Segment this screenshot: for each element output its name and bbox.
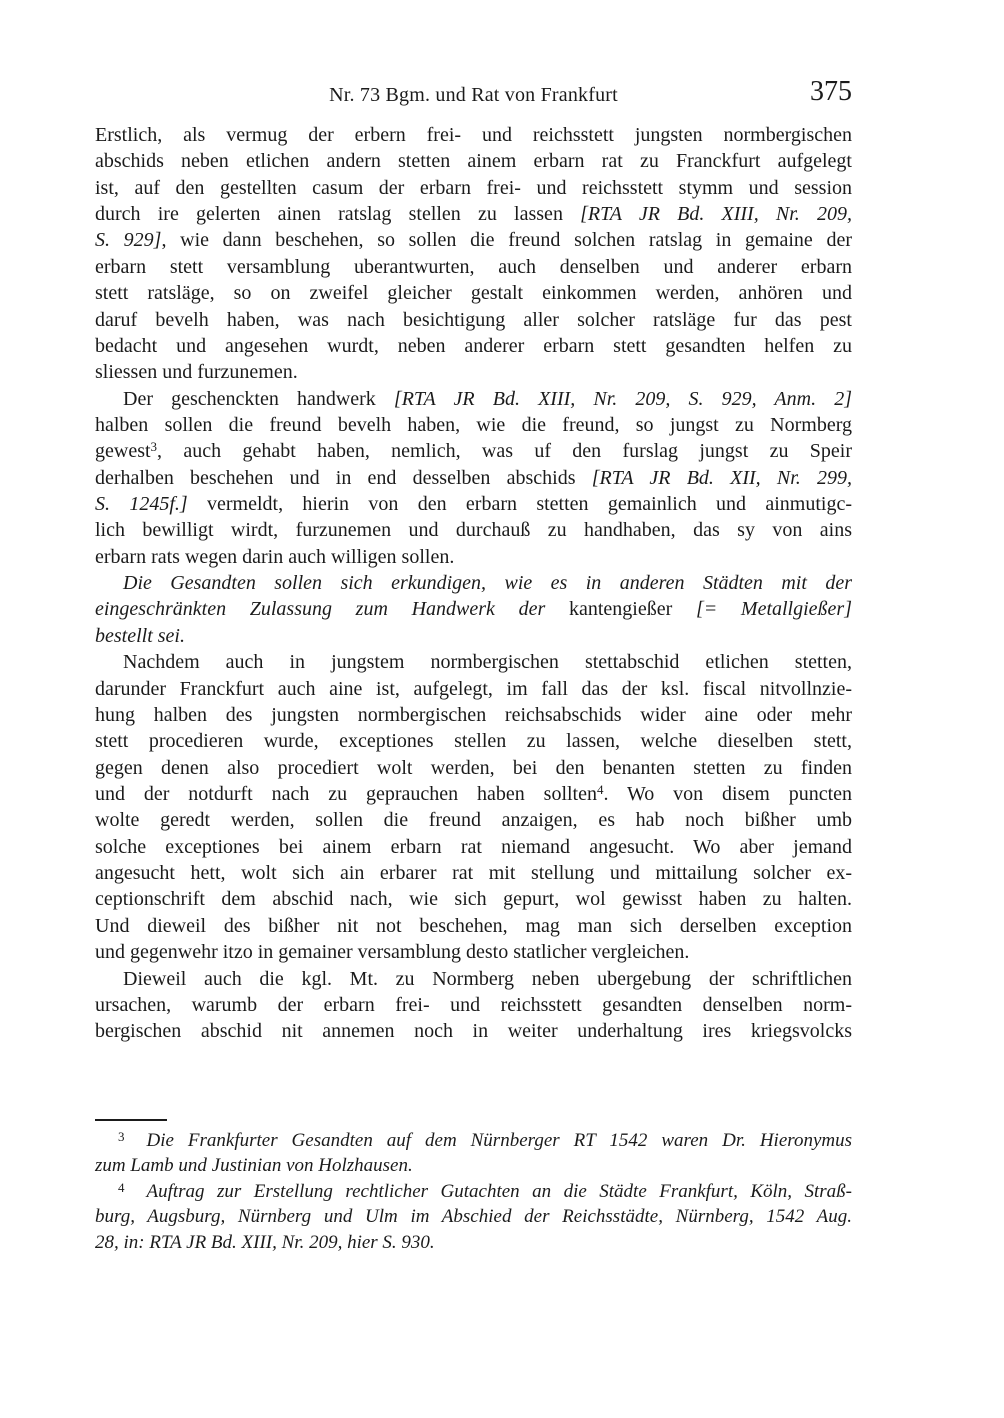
text-line [95,1230,852,1255]
paragraph [95,386,852,571]
text-line [95,1179,852,1204]
text-segment: bergischen abschid nit annemen noch in weiter underhaltung ires kriegsvolcks [95,1020,852,1043]
footnote-separator [95,1119,167,1121]
text-segment: halben sollen die freund bevelh haben, wie die freund, so jungst zu Normberg [95,413,852,436]
text-segment: gegen denen also procediert wolt werden, bei den benanten stetten zu finden [95,756,852,779]
text-line [95,491,852,517]
text-line [95,807,852,833]
text-line [95,122,852,148]
text-segment: Auftrag zur Erstellung rechtlicher Gutachten an die Städte Frankfurt, Köln, Straß- [146,1180,852,1202]
footnote-reference-number: 4 [597,781,604,797]
text-line [95,570,852,596]
text-segment: derhalben beschehen und in end desselben abschids [95,466,592,489]
text-line [95,939,852,965]
text-line [95,834,852,860]
text-line [95,333,852,359]
page-header [95,76,852,112]
text-line [95,781,852,807]
text-line [95,913,852,939]
footnote-4 [95,1179,852,1255]
text-line [95,201,852,227]
text-segment: abschids neben etlichen andern stetten ainem erbarn rat zu Franckfurt aufgelegt [95,150,852,173]
text-segment: lich bewilligt wirdt, furzunemen und durchauß zu handhaben, das sy von ains [95,519,852,542]
text-segment: [RTA JR Bd. XIII, Nr. 209, S. 929, Anm. 2] [393,387,852,410]
text-segment: vermeldt, hierin von den erbarn stetten gemainlich und ainmutigc- [187,493,853,516]
text-segment: darunder Franckfurt auch aine ist, aufgelegt, im fall das der ksl. fiscal nitvollnzie- [95,677,852,700]
text-line [95,254,852,280]
footnotes-section [95,1119,852,1255]
text-line [95,227,852,253]
text-segment: stett ratsläge, so on zweifel gleicher gestalt einkommen werden, anhören und [95,282,852,305]
text-line [95,412,852,438]
footnote-3 [95,1128,852,1179]
text-segment: , auch gehabt haben, nemlich, was uf den furslag jungst zu Speir [157,440,852,463]
footnote-reference-number: 3 [150,439,158,455]
text-segment: erbarn rats wegen darin auch willigen sollen. [95,545,455,568]
text-segment: Und dieweil des bißher nit not beschehen, mag man sich derselben exception [95,914,852,937]
text-segment: erbarn stett versamblung uberantwurten, auch denselben und anderer erbarn [95,255,852,278]
text-segment: gewest [95,440,151,463]
text-segment: ursachen, warumb der erbarn frei- und reichsstett gesandten denselben norm- [95,993,852,1016]
footnote-reference-number: 3 [118,1129,125,1144]
text-line [95,148,852,174]
text-line [95,1153,852,1178]
text-segment: stett procedieren wurde, exceptiones stellen zu lassen, welche dieselben stett, [95,730,852,753]
text-segment: wolte geredt werden, sollen die freund anzaigen, es hab noch bißher umb [95,809,852,832]
text-segment: S. 929] [95,229,162,252]
text-segment: bestellt sei. [95,624,185,647]
text-line [95,280,852,306]
text-line [95,649,852,675]
text-line [95,544,852,570]
text-line [95,728,852,754]
text-segment: zum Lamb und Justinian von Holzhausen. [95,1155,413,1177]
text-line [95,702,852,728]
text-segment: eingeschränkten Zulassung zum Handwerk der [95,598,569,621]
text-segment: ceptionschrift dem abschid nach, wie sich gepurt, wol gewisst haben zu halten. [95,888,852,911]
text-segment: [= Metallgießer] [695,598,852,621]
text-segment: S. 1245f.] [95,493,188,516]
text-segment: . Wo von disem puncten [603,782,853,805]
running-header-title: Nr. 73 Bgm. und Rat von Frankfurt [329,84,618,106]
text-segment: sliessen und furzunemen. [95,361,298,384]
text-segment: Die Frankfurter Gesandten auf dem Nürnberger RT 1542 waren Dr. Hieronymus [146,1130,852,1151]
text-line [95,386,852,412]
text-segment: durch ire gelerten ainen ratslag stellen zu lassen [95,203,581,226]
text-segment: Der geschenckten handwerk [123,387,394,410]
text-segment: Nachdem auch in jungstem normbergischen stettabschid etlichen stetten, [123,651,852,674]
text-segment: Die Gesandten sollen sich erkundigen, wie es in anderen Städten mit der [123,572,852,595]
text-line [95,992,852,1018]
paragraph [95,649,852,965]
text-line [95,1204,852,1229]
text-line [95,860,852,886]
text-segment: daruf bevelh haben, was nach besichtigung aller solcher ratsläge fur das pest [95,308,852,331]
text-line [95,623,852,649]
footnote-list [95,1128,852,1255]
text-segment: 28, in: RTA JR Bd. XIII, Nr. 209, hier S. 930. [95,1231,435,1253]
text-segment: und gegenwehr itzo in gemainer versamblung desto statlicher vergleichen. [95,941,690,964]
text-line [95,359,852,385]
text-segment: [RTA JR Bd. XII, Nr. 299, [591,466,853,489]
footnote-reference-number: 4 [118,1179,125,1195]
text-segment: angesucht hett, wolt sich ain erbarer rat mit stellung und mittailung solcher ex- [95,862,852,885]
paragraph [95,966,852,1045]
text-line [95,175,852,201]
text-segment: solche exceptiones bei ainem erbarn rat niemand angesucht. Wo aber jemand [95,835,852,858]
text-segment: kantengießer [568,598,696,621]
text-segment: bedacht und angesehen wurdt, neben anderer erbarn stett gesandten helfen zu [95,334,852,357]
text-line [95,465,852,491]
text-line [95,517,852,543]
text-line [95,755,852,781]
text-segment: hung halben des jungsten normbergischen reichsabschids wider aine oder mehr [95,703,852,726]
text-segment: burg, Augsburg, Nürnberg und Ulm im Abschied der Reichsstädte, Nürnberg, 1542 Aug. [95,1206,852,1228]
text-line [95,676,852,702]
text-line [95,966,852,992]
text-line [95,886,852,912]
page-number: 375 [810,76,852,107]
text-line [95,438,852,464]
text-segment: [RTA JR Bd. XIII, Nr. 209, [580,203,852,226]
paragraph [95,122,852,386]
text-segment: Dieweil auch die kgl. Mt. zu Normberg neben ubergebung der schriftlichen [123,967,852,990]
text-line [95,307,852,333]
text-line [95,1018,852,1044]
text-line [95,1128,852,1153]
text-segment: , wie dann beschehen, so sollen die freund solchen ratslag in gemaine der [161,229,852,252]
main-text-block [95,122,852,1045]
text-segment: ist, auf den gestellten casum der erbarn frei- und reichsstett stymm und session [95,176,852,199]
text-line [95,596,852,622]
paragraph [95,570,852,649]
text-segment: und der notdurft nach zu geprauchen haben sollten [95,782,597,805]
text-segment: Erstlich, als vermug der erbern frei- und reichsstett jungsten normbergischen [95,124,852,146]
